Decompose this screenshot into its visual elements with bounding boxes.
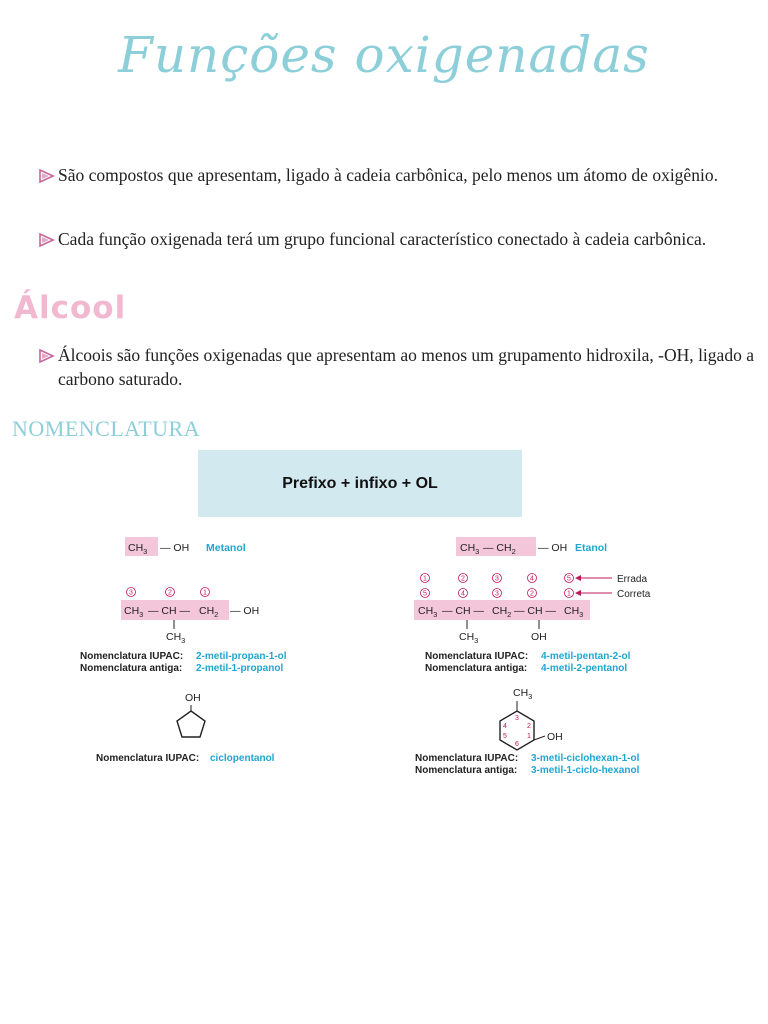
iupac-value: 3-metil-ciclohexan-1-ol	[531, 753, 640, 764]
ring-number: 2	[527, 723, 531, 730]
old-name-value: 4-metil-2-pentanol	[541, 663, 628, 674]
carbon-number: 3	[495, 575, 499, 583]
triangle-arrow-icon	[36, 168, 58, 184]
carbon-number: 5	[423, 590, 427, 598]
arrow-left-icon	[575, 590, 581, 596]
alcool-bullet	[36, 343, 754, 391]
cyclopentane-ring	[177, 711, 205, 737]
intro-bullet-text: Cada função oxigenada terá um grupo funcional característico conectado à cadeia carbônica.	[58, 229, 707, 249]
example-etanol	[456, 537, 607, 556]
iupac-value: 4-metil-pentan-2-ol	[541, 651, 631, 662]
alcool-bullet-text: Álcoois são funções oxigenadas que apresentam ao menos um grupamento hidroxila, -OH, ligado a carbono saturado.	[58, 345, 754, 389]
arrow-left-icon	[575, 575, 581, 581]
section-heading-alcool: Álcool	[14, 290, 127, 326]
example-ciclopentanol	[96, 692, 275, 764]
carbon-number: 4	[530, 575, 534, 583]
wrong-label: Errada	[617, 574, 648, 585]
carbon-number: 2	[530, 590, 534, 598]
triangle-arrow-icon	[36, 348, 58, 364]
formula-part: $CH_3$	[460, 542, 480, 556]
formula-part: $CH_2$	[199, 605, 219, 619]
example-metanol	[125, 537, 246, 556]
bond-line	[534, 736, 545, 740]
formula-part: $CH_3$	[564, 605, 584, 619]
formula-part: — OH	[538, 542, 568, 554]
wrong-numbering-row	[421, 574, 574, 583]
formula-part: $CH_2$	[492, 605, 512, 619]
iupac-value: 2-metil-propan-1-ol	[196, 651, 287, 662]
carbon-number: 5	[567, 575, 571, 583]
iupac-label: Nomenclatura IUPAC:	[425, 651, 529, 662]
formula-text: Prefixo + infixo + OL	[282, 474, 438, 492]
page-title: Funções oxigenadas	[118, 26, 650, 84]
formula-part: OH	[547, 731, 563, 743]
intro-bullet-text: São compostos que apresentam, ligado à cadeia carbônica, pelo menos um átomo de oxigênio.	[58, 165, 718, 185]
formula-part: $CH_3$	[513, 687, 533, 701]
iupac-label: Nomenclatura IUPAC:	[96, 753, 200, 764]
old-name-value: 3-metil-1-ciclo-hexanol	[531, 765, 640, 776]
carbon-number: 4	[461, 590, 465, 598]
formula-part: — OH	[230, 605, 260, 617]
formula-part: $CH_3$	[128, 542, 148, 556]
formula-part: $CH_3$	[124, 605, 144, 619]
example-pentanol	[414, 574, 651, 675]
formula-box	[198, 450, 522, 517]
old-name-label: Nomenclatura antiga:	[415, 765, 518, 776]
triangle-arrow-icon	[36, 232, 58, 248]
formula-part: OH	[185, 692, 201, 704]
ring-number: 5	[503, 733, 507, 740]
compound-name: Etanol	[575, 542, 608, 554]
right-numbering-row	[421, 589, 574, 598]
carbon-number: 2	[461, 575, 465, 583]
right-label: Correta	[617, 589, 651, 600]
formula-part: $CH_3$	[418, 605, 438, 619]
intro-bullet-1	[36, 163, 754, 187]
old-name-label: Nomenclatura antiga:	[425, 663, 528, 674]
carbon-number: 2	[168, 589, 172, 597]
ring-number: 1	[527, 733, 531, 740]
ring-number: 4	[503, 723, 507, 730]
example-propanol	[80, 588, 287, 675]
carbon-number: 1	[567, 590, 571, 598]
formula-part: $CH_3$	[459, 631, 479, 645]
ring-number: 3	[515, 715, 519, 722]
formula-part: $CH_3$	[166, 631, 186, 645]
carbon-number: 1	[203, 589, 207, 597]
ring-number: 6	[515, 741, 519, 748]
iupac-label: Nomenclatura IUPAC:	[80, 651, 184, 662]
example-ciclohexanol	[415, 687, 640, 776]
formula-part: — CH —	[442, 605, 484, 617]
old-name-value: 2-metil-1-propanol	[196, 663, 284, 674]
carbon-number: 1	[423, 575, 427, 583]
iupac-label: Nomenclatura IUPAC:	[415, 753, 519, 764]
old-name-label: Nomenclatura antiga:	[80, 663, 183, 674]
formula-part: — OH	[160, 542, 190, 554]
compound-name: Metanol	[206, 542, 246, 554]
chemistry-examples	[0, 525, 768, 785]
formula-part: — $CH_2$	[483, 542, 516, 556]
carbon-number: 3	[129, 589, 133, 597]
formula-part: — CH —	[148, 605, 190, 617]
subheading-nomenclatura: NOMENCLATURA	[12, 416, 201, 441]
formula-part: — CH —	[514, 605, 556, 617]
iupac-value: ciclopentanol	[210, 753, 275, 764]
intro-bullet-2	[36, 227, 754, 251]
carbon-number: 3	[495, 590, 499, 598]
formula-part: OH	[531, 631, 547, 643]
